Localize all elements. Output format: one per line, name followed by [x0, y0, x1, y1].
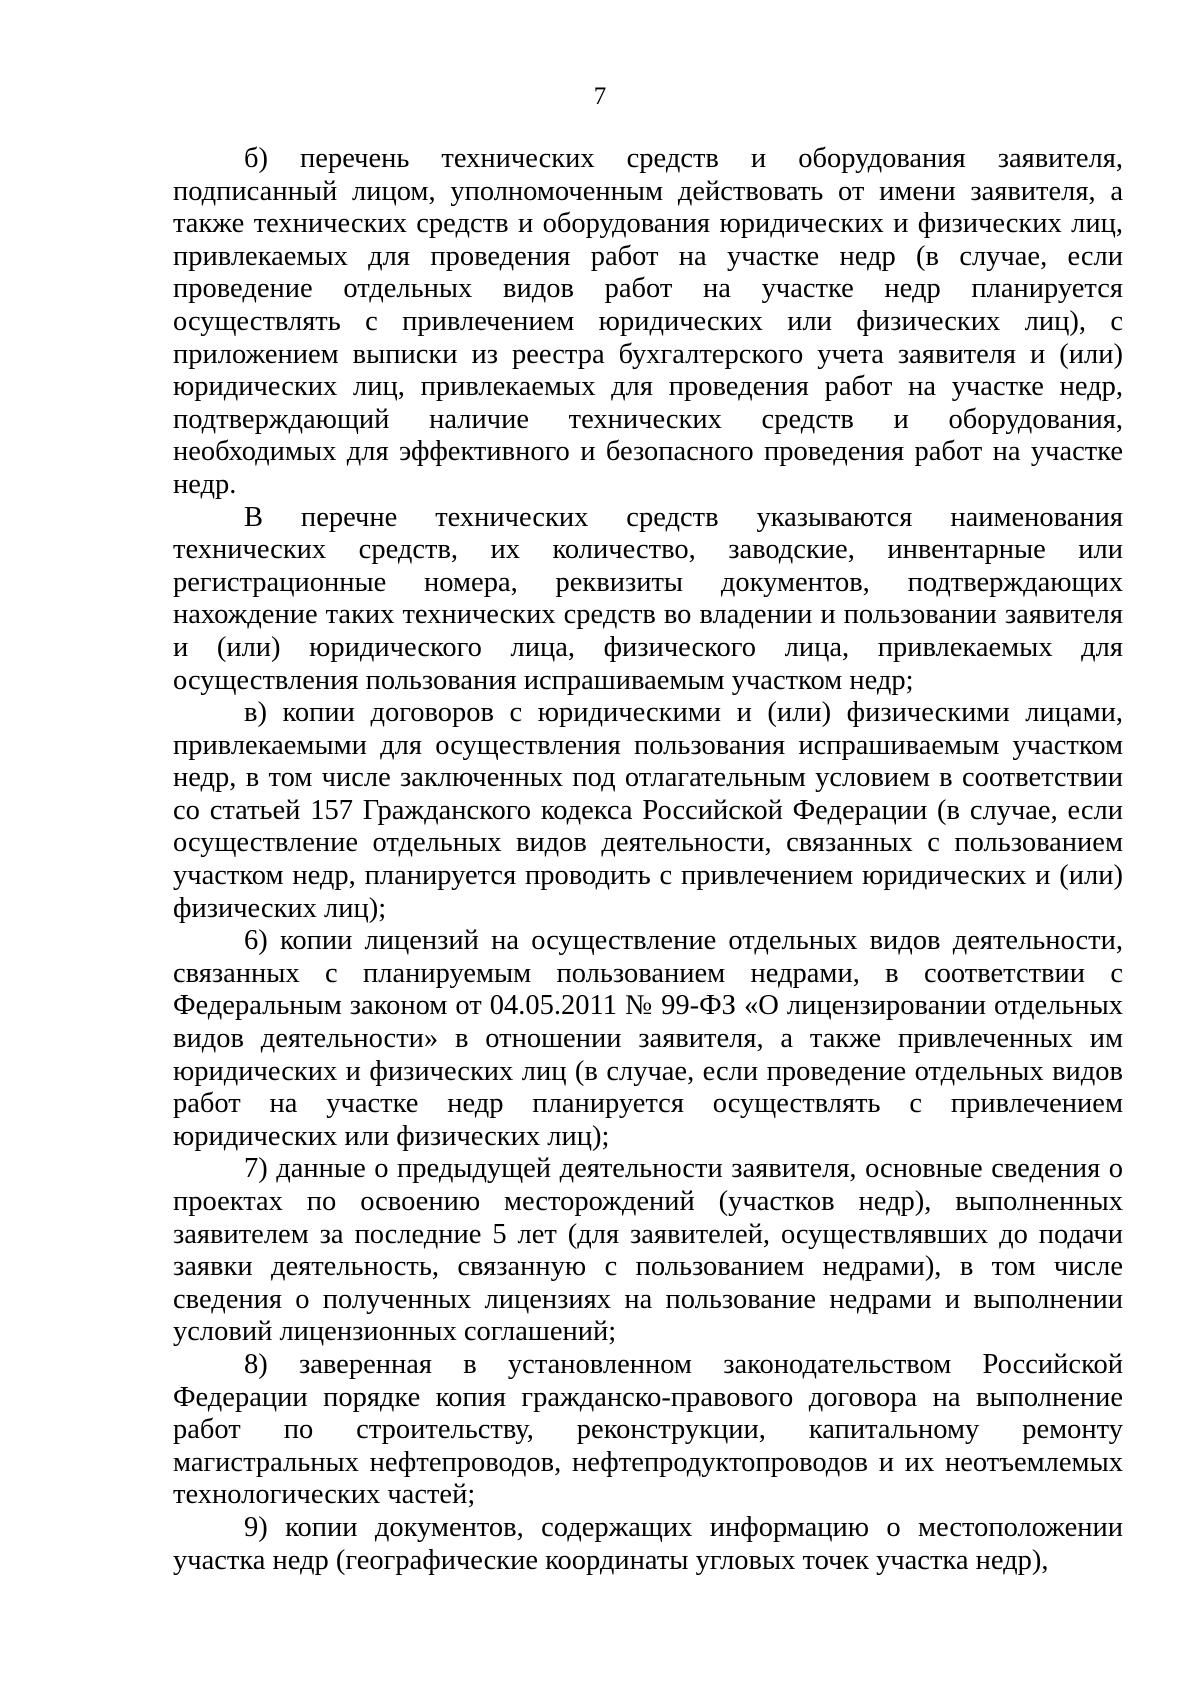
- page-number: 7: [593, 83, 607, 110]
- paragraph-9-location-documents: 9) копии документов, содержащих информацию о местоположении участка недр (географические координаты угловых точек участка недр),: [173, 1511, 1123, 1576]
- paragraph-v-contract-copies: в) копии договоров с юридическими и (или) физическими лицами, привлекаемыми для осуществления пользования испрашиваемым участком недр, в том числе заключенных под отлагательным условием в соответствии со статьей 157 Гражданского кодекса Российской Федерации (в случае, если осуществление отдельных видов деятельности, связанных с пользованием участком недр, планируется проводить с привлечением юридических и (или) физических лиц);: [173, 697, 1123, 924]
- paragraph-8-certified-contract: 8) заверенная в установленном законодательством Российской Федерации порядке копия гражданско-правового договора на выполнение работ по строительству, реконструкции, капитальному ремонту магистральных нефтепроводов, нефтепродуктопроводов и их неотъемлемых технологических частей;: [173, 1348, 1123, 1511]
- document-body: [173, 143, 1123, 1577]
- paragraph-7-previous-activity: 7) данные о предыдущей деятельности заявителя, основные сведения о проектах по освоению месторождений (участков недр), выполненных заявителем за последние 5 лет (для заявителей, осуществлявших до подачи заявки деятельность, связанную с пользованием недрами), в том числе сведения о полученных лицензиях на пользование недрами и выполнении условий лицензионных соглашений;: [173, 1153, 1123, 1348]
- paragraph-equipment-list-contents: В перечне технических средств указываются наименования технических средств, их количество, заводские, инвентарные или регистрационные номера, реквизиты документов, подтверждающих нахождение таких технических средств во владении и пользовании заявителя и (или) юридического лица, физического лица, привлекаемых для осуществления пользования испрашиваемым участком недр;: [173, 501, 1123, 696]
- paragraph-b-technical-equipment-list: б) перечень технических средств и оборудования заявителя, подписанный лицом, уполномоченным действовать от имени заявителя, а также технических средств и оборудования юридических и физических лиц, привлекаемых для проведения работ на участке недр (в случае, если проведение отдельных видов работ на участке недр планируется осуществлять с привлечением юридических или физических лиц), с приложением выписки из реестра бухгалтерского учета заявителя и (или) юридических лиц, привлекаемых для проведения работ на участке недр, подтверждающий наличие технических средств и оборудования, необходимых для эффективного и безопасного проведения работ на участке недр.: [173, 143, 1123, 500]
- paragraph-6-license-copies: 6) копии лицензий на осуществление отдельных видов деятельности, связанных с планируемым пользованием недрами, в соответствии с Федеральным законом от 04.05.2011 № 99-ФЗ «О лицензировании отдельных видов деятельности» в отношении заявителя, а также привлеченных им юридических и физических лиц (в случае, если проведение отдельных видов работ на участке недр планируется осуществлять с привлечением юридических или физических лиц);: [173, 925, 1123, 1152]
